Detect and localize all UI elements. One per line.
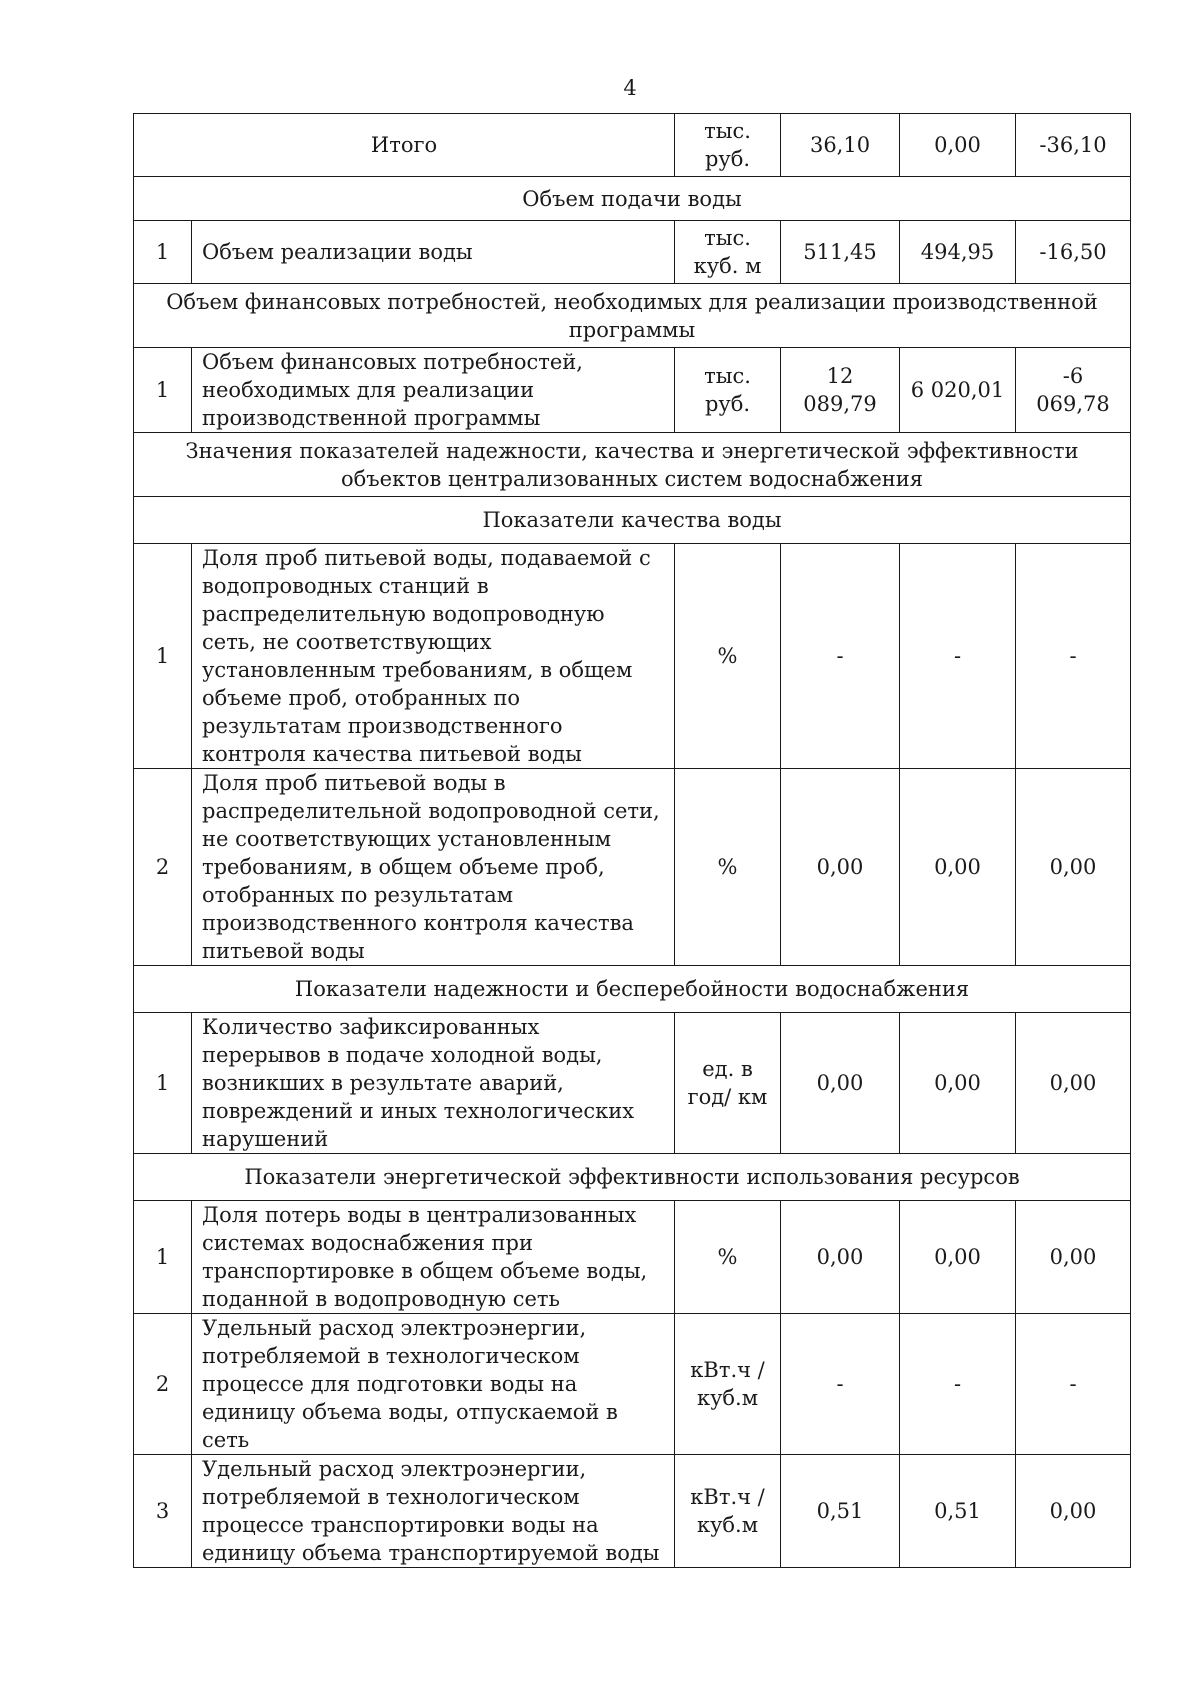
indicator-name: Объем реализации воды bbox=[192, 221, 675, 284]
indicator-name: Доля потерь воды в централизованных системах водоснабжения при транспортировке в общем объеме воды, поданной в водопроводную сеть bbox=[192, 1201, 675, 1314]
section-title: Объем подачи воды bbox=[134, 177, 1131, 221]
value-cell: -6 069,78 bbox=[1016, 348, 1131, 433]
value-cell: 0,00 bbox=[1016, 769, 1131, 966]
value-cell: - bbox=[781, 544, 900, 769]
indicator-name: Доля проб питьевой воды в распределительной водопроводной сети, не соответствующих установленным требованиям, в общем объеме проб, отобранных по результатам производственного контроля качества питьевой воды bbox=[192, 769, 675, 966]
unit-cell: тыс. руб. bbox=[675, 114, 781, 177]
value-cell: 0,00 bbox=[900, 114, 1016, 177]
row-number: 1 bbox=[134, 1013, 192, 1154]
total-row bbox=[134, 114, 1131, 177]
value-cell: - bbox=[1016, 1314, 1131, 1455]
section-title: Показатели энергетической эффективности использования ресурсов bbox=[134, 1154, 1131, 1201]
table-row bbox=[134, 348, 1131, 433]
unit-cell: кВт.ч / куб.м bbox=[675, 1455, 781, 1568]
value-cell: - bbox=[1016, 544, 1131, 769]
total-label: Итого bbox=[134, 114, 675, 177]
page-number: 4 bbox=[623, 76, 637, 100]
row-number: 2 bbox=[134, 1314, 192, 1455]
indicator-name: Доля проб питьевой воды, подаваемой с водопроводных станций в распределительную водопроводную сеть, не соответствующих установленным требованиям, в общем объеме проб, отобранных по результатам производственного контроля качества питьевой воды bbox=[192, 544, 675, 769]
value-cell: 0,00 bbox=[900, 1201, 1016, 1314]
value-cell: 0,00 bbox=[1016, 1455, 1131, 1568]
value-cell: 0,00 bbox=[781, 769, 900, 966]
indicator-name: Удельный расход электроэнергии, потребляемой в технологическом процессе для подготовки воды на единицу объема воды, отпускаемой в сеть bbox=[192, 1314, 675, 1455]
table-row bbox=[134, 1013, 1131, 1154]
value-cell: 494,95 bbox=[900, 221, 1016, 284]
unit-cell: кВт.ч / куб.м bbox=[675, 1314, 781, 1455]
table-row bbox=[134, 544, 1131, 769]
indicator-name: Объем финансовых потребностей, необходимых для реализации производственной программы bbox=[192, 348, 675, 433]
section-header bbox=[134, 284, 1131, 348]
section-title: Значения показателей надежности, качества и энергетической эффективности объектов централизованных систем водоснабжения bbox=[134, 433, 1131, 497]
indicator-name: Удельный расход электроэнергии, потребляемой в технологическом процессе транспортировки воды на единицу объема транспортируемой воды bbox=[192, 1455, 675, 1568]
unit-cell: тыс. куб. м bbox=[675, 221, 781, 284]
unit-cell: % bbox=[675, 1201, 781, 1314]
value-cell: - bbox=[900, 544, 1016, 769]
value-cell: 12 089,79 bbox=[781, 348, 900, 433]
section-title: Объем финансовых потребностей, необходимых для реализации производственной программы bbox=[134, 284, 1131, 348]
unit-cell: % bbox=[675, 769, 781, 966]
table-row bbox=[134, 1455, 1131, 1568]
value-cell: 0,51 bbox=[781, 1455, 900, 1568]
value-cell: 511,45 bbox=[781, 221, 900, 284]
section-title: Показатели надежности и бесперебойности водоснабжения bbox=[134, 966, 1131, 1013]
row-number: 1 bbox=[134, 1201, 192, 1314]
value-cell: 0,00 bbox=[781, 1201, 900, 1314]
section-title: Показатели качества воды bbox=[134, 497, 1131, 544]
unit-cell: ед. в год/ км bbox=[675, 1013, 781, 1154]
table-row bbox=[134, 1314, 1131, 1455]
value-cell: 36,10 bbox=[781, 114, 900, 177]
value-cell: - bbox=[900, 1314, 1016, 1455]
indicators-table bbox=[133, 113, 1131, 1568]
section-header bbox=[134, 433, 1131, 497]
section-header bbox=[134, 1154, 1131, 1201]
value-cell: -36,10 bbox=[1016, 114, 1131, 177]
value-cell: 0,00 bbox=[900, 769, 1016, 966]
value-cell: 6 020,01 bbox=[900, 348, 1016, 433]
value-cell: 0,00 bbox=[900, 1013, 1016, 1154]
row-number: 1 bbox=[134, 544, 192, 769]
value-cell: 0,00 bbox=[1016, 1013, 1131, 1154]
section-header bbox=[134, 497, 1131, 544]
value-cell: -16,50 bbox=[1016, 221, 1131, 284]
table-row bbox=[134, 1201, 1131, 1314]
unit-cell: тыс. руб. bbox=[675, 348, 781, 433]
section-header bbox=[134, 966, 1131, 1013]
table-row bbox=[134, 221, 1131, 284]
table-row bbox=[134, 769, 1131, 966]
row-number: 1 bbox=[134, 348, 192, 433]
indicator-name: Количество зафиксированных перерывов в подаче холодной воды, возникших в результате аварий, повреждений и иных технологических нарушений bbox=[192, 1013, 675, 1154]
unit-cell: % bbox=[675, 544, 781, 769]
value-cell: 0,00 bbox=[781, 1013, 900, 1154]
section-header bbox=[134, 177, 1131, 221]
value-cell: 0,00 bbox=[1016, 1201, 1131, 1314]
value-cell: 0,51 bbox=[900, 1455, 1016, 1568]
row-number: 1 bbox=[134, 221, 192, 284]
value-cell: - bbox=[781, 1314, 900, 1455]
row-number: 2 bbox=[134, 769, 192, 966]
row-number: 3 bbox=[134, 1455, 192, 1568]
